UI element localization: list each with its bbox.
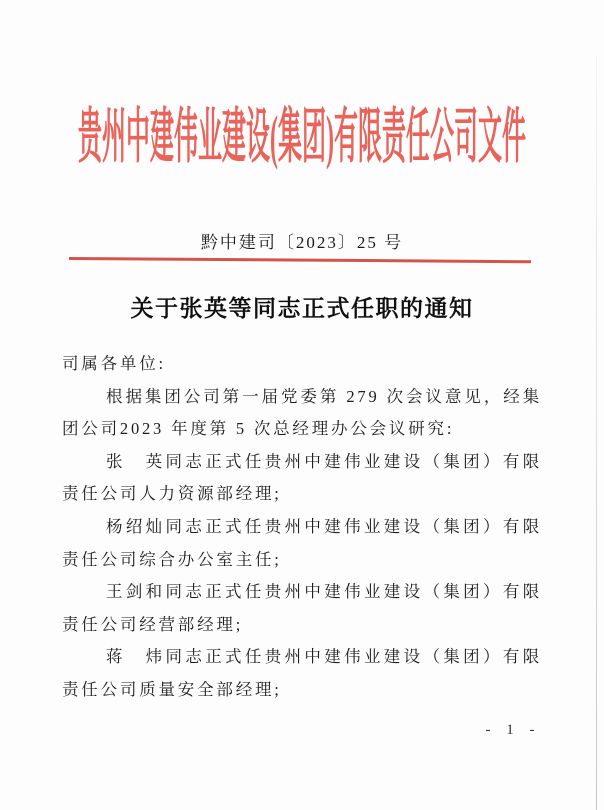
body-paragraph-appointment-2: 杨绍灿同志正式任贵州中建伟业建设（集团）有限责任公司综合办公室主任; [62, 516, 542, 569]
body-paragraph-basis: 根据集团公司第一届党委第 279 次会议意见，经集团公司2023 年度第 5 次总经理办公会议研究: [62, 386, 542, 439]
document-number: 黔中建司〔2023〕25 号 [200, 233, 404, 252]
salutation-line: 司属各单位: [62, 354, 166, 373]
red-divider-rule [69, 257, 531, 263]
body-paragraph-appointment-3: 王剑和同志正式任贵州中建伟业建设（集团）有限责任公司经营部经理; [62, 582, 542, 634]
notice-title: 关于张英等同志正式任职的通知 [130, 296, 474, 321]
body-paragraph-appointment-1: 张 英同志正式任贵州中建伟业建设（集团）有限责任公司人力资源部经理; [62, 451, 542, 504]
document-body [62, 348, 542, 707]
company-letterhead-title: 贵州中建伟业建设(集团)有限责任公司文件 [78, 104, 526, 170]
scan-edge-line [596, 55, 597, 810]
body-paragraph-appointment-4: 蒋 炜同志正式任贵州中建伟业建设（集团）有限责任公司质量安全部经理; [62, 647, 542, 699]
letterhead-container [0, 100, 604, 174]
page-number: - 1 - [485, 722, 541, 738]
